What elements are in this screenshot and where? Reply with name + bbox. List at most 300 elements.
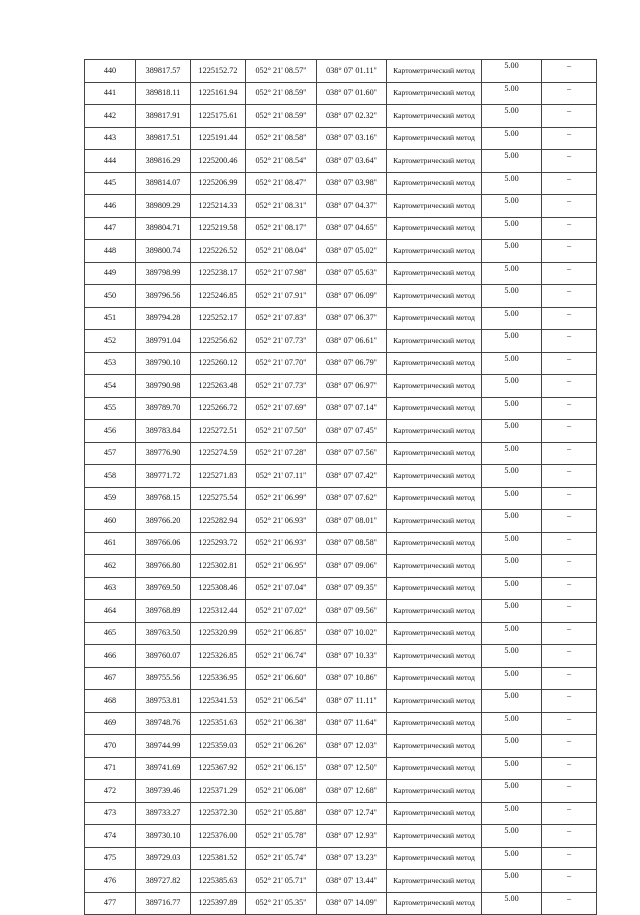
accuracy-cell: 5.00	[482, 622, 542, 645]
method-cell: Картометрический метод	[387, 60, 482, 83]
table-row	[85, 555, 597, 578]
latitude-cell: 052° 21' 08.58"	[246, 127, 317, 150]
point-number-cell: 452	[85, 330, 136, 353]
table-row	[85, 127, 597, 150]
longitude-cell: 038° 07' 10.33"	[317, 645, 387, 668]
latitude-cell: 052° 21' 08.47"	[246, 172, 317, 195]
latitude-cell: 052° 21' 06.60"	[246, 667, 317, 690]
y-coordinate-cell: 1225312.44	[191, 600, 246, 623]
longitude-cell: 038° 07' 06.61"	[317, 330, 387, 353]
longitude-cell: 038° 07' 04.65"	[317, 217, 387, 240]
y-coordinate-cell: 1225376.00	[191, 825, 246, 848]
x-coordinate-cell: 389766.20	[136, 510, 191, 533]
point-number-cell: 443	[85, 127, 136, 150]
longitude-cell: 038° 07' 12.93"	[317, 825, 387, 848]
point-number-cell: 468	[85, 690, 136, 713]
method-cell: Картометрический метод	[387, 127, 482, 150]
method-cell: Картометрический метод	[387, 577, 482, 600]
note-cell: –	[542, 577, 597, 600]
note-cell: –	[542, 105, 597, 128]
longitude-cell: 038° 07' 14.09"	[317, 892, 387, 915]
latitude-cell: 052° 21' 05.74"	[246, 847, 317, 870]
y-coordinate-cell: 1225381.52	[191, 847, 246, 870]
longitude-cell: 038° 07' 03.98"	[317, 172, 387, 195]
table-row	[85, 757, 597, 780]
longitude-cell: 038° 07' 06.79"	[317, 352, 387, 375]
accuracy-cell: 5.00	[482, 757, 542, 780]
table-row	[85, 847, 597, 870]
latitude-cell: 052° 21' 07.73"	[246, 330, 317, 353]
y-coordinate-cell: 1225266.72	[191, 397, 246, 420]
note-cell: –	[542, 510, 597, 533]
note-cell: –	[542, 622, 597, 645]
longitude-cell: 038° 07' 06.09"	[317, 285, 387, 308]
accuracy-cell: 5.00	[482, 690, 542, 713]
accuracy-cell: 5.00	[482, 825, 542, 848]
latitude-cell: 052° 21' 07.04"	[246, 577, 317, 600]
longitude-cell: 038° 07' 02.32"	[317, 105, 387, 128]
method-cell: Картометрический метод	[387, 735, 482, 758]
point-number-cell: 448	[85, 240, 136, 263]
table-row	[85, 712, 597, 735]
longitude-cell: 038° 07' 07.14"	[317, 397, 387, 420]
point-number-cell: 471	[85, 757, 136, 780]
table-row	[85, 285, 597, 308]
table-row	[85, 645, 597, 668]
note-cell: –	[542, 262, 597, 285]
x-coordinate-cell: 389727.82	[136, 870, 191, 893]
y-coordinate-cell: 1225256.62	[191, 330, 246, 353]
point-number-cell: 459	[85, 487, 136, 510]
x-coordinate-cell: 389809.29	[136, 195, 191, 218]
latitude-cell: 052° 21' 07.91"	[246, 285, 317, 308]
method-cell: Картометрический метод	[387, 780, 482, 803]
accuracy-cell: 5.00	[482, 82, 542, 105]
table-row	[85, 150, 597, 173]
accuracy-cell: 5.00	[482, 735, 542, 758]
method-cell: Картометрический метод	[387, 510, 482, 533]
note-cell: –	[542, 555, 597, 578]
y-coordinate-cell: 1225271.83	[191, 465, 246, 488]
method-cell: Картометрический метод	[387, 555, 482, 578]
longitude-cell: 038° 07' 12.03"	[317, 735, 387, 758]
longitude-cell: 038° 07' 06.97"	[317, 375, 387, 398]
y-coordinate-cell: 1225200.46	[191, 150, 246, 173]
table-row	[85, 375, 597, 398]
point-number-cell: 446	[85, 195, 136, 218]
accuracy-cell: 5.00	[482, 217, 542, 240]
accuracy-cell: 5.00	[482, 465, 542, 488]
note-cell: –	[542, 487, 597, 510]
note-cell: –	[542, 847, 597, 870]
longitude-cell: 038° 07' 03.64"	[317, 150, 387, 173]
table-row	[85, 690, 597, 713]
latitude-cell: 052° 21' 07.73"	[246, 375, 317, 398]
method-cell: Картометрический метод	[387, 825, 482, 848]
note-cell: –	[542, 712, 597, 735]
x-coordinate-cell: 389817.51	[136, 127, 191, 150]
note-cell: –	[542, 285, 597, 308]
point-number-cell: 476	[85, 870, 136, 893]
y-coordinate-cell: 1225367.92	[191, 757, 246, 780]
latitude-cell: 052° 21' 08.31"	[246, 195, 317, 218]
longitude-cell: 038° 07' 11.64"	[317, 712, 387, 735]
method-cell: Картометрический метод	[387, 757, 482, 780]
table-row	[85, 307, 597, 330]
x-coordinate-cell: 389769.50	[136, 577, 191, 600]
y-coordinate-cell: 1225336.95	[191, 667, 246, 690]
point-number-cell: 467	[85, 667, 136, 690]
table-row	[85, 487, 597, 510]
point-number-cell: 454	[85, 375, 136, 398]
point-number-cell: 465	[85, 622, 136, 645]
point-number-cell: 440	[85, 60, 136, 83]
latitude-cell: 052° 21' 08.57"	[246, 60, 317, 83]
latitude-cell: 052° 21' 08.17"	[246, 217, 317, 240]
y-coordinate-cell: 1225275.54	[191, 487, 246, 510]
x-coordinate-cell: 389768.89	[136, 600, 191, 623]
accuracy-cell: 5.00	[482, 780, 542, 803]
method-cell: Картометрический метод	[387, 195, 482, 218]
method-cell: Картометрический метод	[387, 622, 482, 645]
method-cell: Картометрический метод	[387, 487, 482, 510]
y-coordinate-cell: 1225397.89	[191, 892, 246, 915]
accuracy-cell: 5.00	[482, 330, 542, 353]
y-coordinate-cell: 1225246.85	[191, 285, 246, 308]
point-number-cell: 472	[85, 780, 136, 803]
latitude-cell: 052° 21' 07.70"	[246, 352, 317, 375]
method-cell: Картометрический метод	[387, 217, 482, 240]
longitude-cell: 038° 07' 10.86"	[317, 667, 387, 690]
table-row	[85, 352, 597, 375]
point-number-cell: 455	[85, 397, 136, 420]
latitude-cell: 052° 21' 05.71"	[246, 870, 317, 893]
method-cell: Картометрический метод	[387, 420, 482, 443]
table-row	[85, 60, 597, 83]
y-coordinate-cell: 1225351.63	[191, 712, 246, 735]
x-coordinate-cell: 389817.91	[136, 105, 191, 128]
y-coordinate-cell: 1225371.29	[191, 780, 246, 803]
y-coordinate-cell: 1225175.61	[191, 105, 246, 128]
longitude-cell: 038° 07' 10.02"	[317, 622, 387, 645]
accuracy-cell: 5.00	[482, 307, 542, 330]
method-cell: Картометрический метод	[387, 285, 482, 308]
point-number-cell: 463	[85, 577, 136, 600]
y-coordinate-cell: 1225341.53	[191, 690, 246, 713]
y-coordinate-cell: 1225252.17	[191, 307, 246, 330]
accuracy-cell: 5.00	[482, 802, 542, 825]
note-cell: –	[542, 420, 597, 443]
longitude-cell: 038° 07' 12.50"	[317, 757, 387, 780]
point-number-cell: 447	[85, 217, 136, 240]
y-coordinate-cell: 1225320.99	[191, 622, 246, 645]
accuracy-cell: 5.00	[482, 532, 542, 555]
table-row	[85, 622, 597, 645]
longitude-cell: 038° 07' 05.02"	[317, 240, 387, 263]
accuracy-cell: 5.00	[482, 150, 542, 173]
note-cell: –	[542, 690, 597, 713]
accuracy-cell: 5.00	[482, 600, 542, 623]
x-coordinate-cell: 389818.11	[136, 82, 191, 105]
x-coordinate-cell: 389755.56	[136, 667, 191, 690]
x-coordinate-cell: 389791.04	[136, 330, 191, 353]
table-row	[85, 82, 597, 105]
longitude-cell: 038° 07' 09.56"	[317, 600, 387, 623]
method-cell: Картометрический метод	[387, 847, 482, 870]
longitude-cell: 038° 07' 08.01"	[317, 510, 387, 533]
x-coordinate-cell: 389741.69	[136, 757, 191, 780]
longitude-cell: 038° 07' 13.23"	[317, 847, 387, 870]
accuracy-cell: 5.00	[482, 60, 542, 83]
table-body	[85, 60, 597, 915]
note-cell: –	[542, 735, 597, 758]
point-number-cell: 461	[85, 532, 136, 555]
table-row	[85, 195, 597, 218]
method-cell: Картометрический метод	[387, 667, 482, 690]
longitude-cell: 038° 07' 07.42"	[317, 465, 387, 488]
x-coordinate-cell: 389766.06	[136, 532, 191, 555]
x-coordinate-cell: 389716.77	[136, 892, 191, 915]
accuracy-cell: 5.00	[482, 105, 542, 128]
note-cell: –	[542, 825, 597, 848]
point-number-cell: 470	[85, 735, 136, 758]
latitude-cell: 052° 21' 08.04"	[246, 240, 317, 263]
table-row	[85, 780, 597, 803]
point-number-cell: 466	[85, 645, 136, 668]
point-number-cell: 449	[85, 262, 136, 285]
x-coordinate-cell: 389783.84	[136, 420, 191, 443]
y-coordinate-cell: 1225226.52	[191, 240, 246, 263]
method-cell: Картометрический метод	[387, 240, 482, 263]
note-cell: –	[542, 172, 597, 195]
note-cell: –	[542, 600, 597, 623]
latitude-cell: 052° 21' 06.93"	[246, 532, 317, 555]
x-coordinate-cell: 389798.99	[136, 262, 191, 285]
y-coordinate-cell: 1225326.85	[191, 645, 246, 668]
longitude-cell: 038° 07' 07.45"	[317, 420, 387, 443]
longitude-cell: 038° 07' 11.11"	[317, 690, 387, 713]
note-cell: –	[542, 352, 597, 375]
x-coordinate-cell: 389790.98	[136, 375, 191, 398]
y-coordinate-cell: 1225206.99	[191, 172, 246, 195]
latitude-cell: 052° 21' 07.83"	[246, 307, 317, 330]
accuracy-cell: 5.00	[482, 262, 542, 285]
x-coordinate-cell: 389730.10	[136, 825, 191, 848]
accuracy-cell: 5.00	[482, 645, 542, 668]
x-coordinate-cell: 389760.07	[136, 645, 191, 668]
latitude-cell: 052° 21' 06.74"	[246, 645, 317, 668]
point-number-cell: 460	[85, 510, 136, 533]
accuracy-cell: 5.00	[482, 510, 542, 533]
x-coordinate-cell: 389753.81	[136, 690, 191, 713]
table-row	[85, 105, 597, 128]
accuracy-cell: 5.00	[482, 375, 542, 398]
point-number-cell: 450	[85, 285, 136, 308]
note-cell: –	[542, 60, 597, 83]
x-coordinate-cell: 389800.74	[136, 240, 191, 263]
method-cell: Картометрический метод	[387, 442, 482, 465]
point-number-cell: 475	[85, 847, 136, 870]
x-coordinate-cell: 389771.72	[136, 465, 191, 488]
y-coordinate-cell: 1225359.03	[191, 735, 246, 758]
table-row	[85, 735, 597, 758]
method-cell: Картометрический метод	[387, 105, 482, 128]
method-cell: Картометрический метод	[387, 465, 482, 488]
table-row	[85, 802, 597, 825]
y-coordinate-cell: 1225282.94	[191, 510, 246, 533]
point-number-cell: 464	[85, 600, 136, 623]
x-coordinate-cell: 389796.56	[136, 285, 191, 308]
x-coordinate-cell: 389733.27	[136, 802, 191, 825]
latitude-cell: 052° 21' 07.11"	[246, 465, 317, 488]
y-coordinate-cell: 1225238.17	[191, 262, 246, 285]
x-coordinate-cell: 389816.29	[136, 150, 191, 173]
table-row	[85, 825, 597, 848]
longitude-cell: 038° 07' 07.62"	[317, 487, 387, 510]
table-row	[85, 510, 597, 533]
latitude-cell: 052° 21' 06.38"	[246, 712, 317, 735]
latitude-cell: 052° 21' 06.26"	[246, 735, 317, 758]
point-number-cell: 462	[85, 555, 136, 578]
table-row	[85, 600, 597, 623]
accuracy-cell: 5.00	[482, 195, 542, 218]
y-coordinate-cell: 1225302.81	[191, 555, 246, 578]
longitude-cell: 038° 07' 08.58"	[317, 532, 387, 555]
accuracy-cell: 5.00	[482, 285, 542, 308]
latitude-cell: 052° 21' 08.54"	[246, 150, 317, 173]
y-coordinate-cell: 1225191.44	[191, 127, 246, 150]
x-coordinate-cell: 389790.10	[136, 352, 191, 375]
note-cell: –	[542, 667, 597, 690]
note-cell: –	[542, 892, 597, 915]
x-coordinate-cell: 389744.99	[136, 735, 191, 758]
accuracy-cell: 5.00	[482, 352, 542, 375]
accuracy-cell: 5.00	[482, 847, 542, 870]
method-cell: Картометрический метод	[387, 330, 482, 353]
note-cell: –	[542, 532, 597, 555]
point-number-cell: 441	[85, 82, 136, 105]
latitude-cell: 052° 21' 08.59"	[246, 105, 317, 128]
y-coordinate-cell: 1225274.59	[191, 442, 246, 465]
latitude-cell: 052° 21' 07.50"	[246, 420, 317, 443]
method-cell: Картометрический метод	[387, 352, 482, 375]
method-cell: Картометрический метод	[387, 397, 482, 420]
accuracy-cell: 5.00	[482, 892, 542, 915]
y-coordinate-cell: 1225161.94	[191, 82, 246, 105]
accuracy-cell: 5.00	[482, 577, 542, 600]
point-number-cell: 458	[85, 465, 136, 488]
note-cell: –	[542, 645, 597, 668]
y-coordinate-cell: 1225293.72	[191, 532, 246, 555]
note-cell: –	[542, 330, 597, 353]
longitude-cell: 038° 07' 05.63"	[317, 262, 387, 285]
x-coordinate-cell: 389789.70	[136, 397, 191, 420]
longitude-cell: 038° 07' 01.60"	[317, 82, 387, 105]
method-cell: Картометрический метод	[387, 802, 482, 825]
point-number-cell: 474	[85, 825, 136, 848]
y-coordinate-cell: 1225385.63	[191, 870, 246, 893]
x-coordinate-cell: 389766.80	[136, 555, 191, 578]
latitude-cell: 052° 21' 07.98"	[246, 262, 317, 285]
table-row	[85, 172, 597, 195]
x-coordinate-cell: 389776.90	[136, 442, 191, 465]
note-cell: –	[542, 307, 597, 330]
latitude-cell: 052° 21' 06.15"	[246, 757, 317, 780]
point-number-cell: 457	[85, 442, 136, 465]
y-coordinate-cell: 1225214.33	[191, 195, 246, 218]
x-coordinate-cell: 389763.50	[136, 622, 191, 645]
table-row	[85, 667, 597, 690]
accuracy-cell: 5.00	[482, 487, 542, 510]
table-row	[85, 330, 597, 353]
y-coordinate-cell: 1225219.58	[191, 217, 246, 240]
coordinates-table	[84, 59, 597, 915]
table-row	[85, 532, 597, 555]
point-number-cell: 477	[85, 892, 136, 915]
method-cell: Картометрический метод	[387, 892, 482, 915]
accuracy-cell: 5.00	[482, 420, 542, 443]
table-row	[85, 262, 597, 285]
method-cell: Картометрический метод	[387, 375, 482, 398]
latitude-cell: 052° 21' 08.59"	[246, 82, 317, 105]
accuracy-cell: 5.00	[482, 442, 542, 465]
point-number-cell: 442	[85, 105, 136, 128]
point-number-cell: 456	[85, 420, 136, 443]
accuracy-cell: 5.00	[482, 667, 542, 690]
method-cell: Картометрический метод	[387, 172, 482, 195]
accuracy-cell: 5.00	[482, 712, 542, 735]
note-cell: –	[542, 780, 597, 803]
x-coordinate-cell: 389768.15	[136, 487, 191, 510]
note-cell: –	[542, 757, 597, 780]
table-row	[85, 577, 597, 600]
method-cell: Картометрический метод	[387, 645, 482, 668]
method-cell: Картометрический метод	[387, 82, 482, 105]
table-row	[85, 442, 597, 465]
table-row	[85, 870, 597, 893]
note-cell: –	[542, 240, 597, 263]
y-coordinate-cell: 1225272.51	[191, 420, 246, 443]
accuracy-cell: 5.00	[482, 870, 542, 893]
latitude-cell: 052° 21' 07.28"	[246, 442, 317, 465]
point-number-cell: 445	[85, 172, 136, 195]
point-number-cell: 451	[85, 307, 136, 330]
note-cell: –	[542, 82, 597, 105]
latitude-cell: 052° 21' 06.99"	[246, 487, 317, 510]
table-row	[85, 397, 597, 420]
note-cell: –	[542, 397, 597, 420]
latitude-cell: 052° 21' 06.93"	[246, 510, 317, 533]
note-cell: –	[542, 127, 597, 150]
note-cell: –	[542, 465, 597, 488]
method-cell: Картометрический метод	[387, 150, 482, 173]
method-cell: Картометрический метод	[387, 262, 482, 285]
x-coordinate-cell: 389804.71	[136, 217, 191, 240]
longitude-cell: 038° 07' 01.11"	[317, 60, 387, 83]
method-cell: Картометрический метод	[387, 532, 482, 555]
accuracy-cell: 5.00	[482, 240, 542, 263]
latitude-cell: 052° 21' 05.88"	[246, 802, 317, 825]
point-number-cell: 444	[85, 150, 136, 173]
method-cell: Картометрический метод	[387, 307, 482, 330]
note-cell: –	[542, 150, 597, 173]
y-coordinate-cell: 1225260.12	[191, 352, 246, 375]
accuracy-cell: 5.00	[482, 555, 542, 578]
latitude-cell: 052° 21' 06.85"	[246, 622, 317, 645]
latitude-cell: 052° 21' 06.54"	[246, 690, 317, 713]
longitude-cell: 038° 07' 07.56"	[317, 442, 387, 465]
note-cell: –	[542, 375, 597, 398]
